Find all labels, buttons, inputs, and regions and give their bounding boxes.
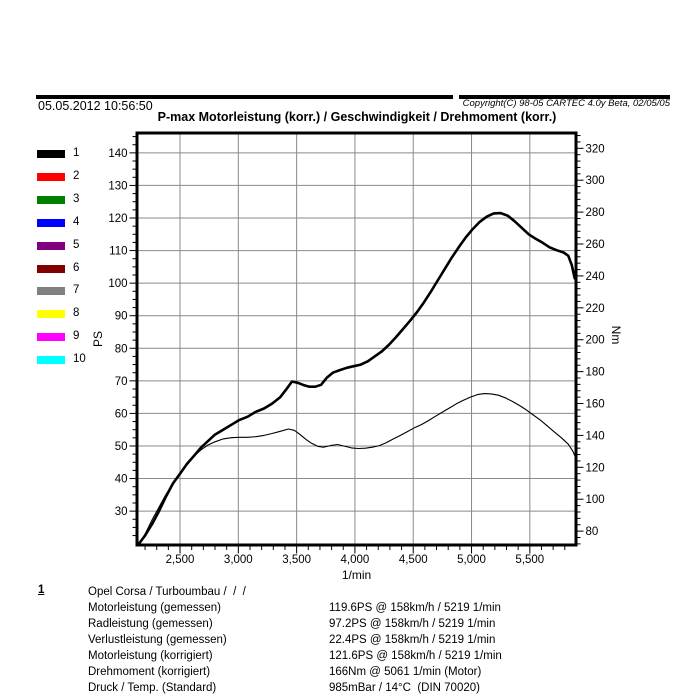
- left-tick-label: 60: [114, 408, 128, 421]
- result-label: Motorleistung (gemessen): [88, 602, 221, 614]
- result-label: Opel Corsa / Turboumbau / / /: [88, 586, 246, 598]
- chart-title: P-max Motorleistung (korr.) / Geschwindigkeit / Drehmoment (korr.): [157, 110, 557, 124]
- right-tick-label: 100: [585, 494, 605, 507]
- right-tick-label: 120: [585, 462, 605, 475]
- x-tick-label: 4,500: [398, 554, 428, 566]
- x-axis: [145, 547, 565, 567]
- left-tick-label: 110: [109, 245, 128, 258]
- left-tick-label: 140: [108, 147, 128, 160]
- left-tick-label: 130: [108, 180, 128, 193]
- right-tick-label: 220: [585, 302, 605, 315]
- left-tick-label: 90: [114, 310, 128, 323]
- torque-curve: [138, 394, 575, 546]
- right-tick-label: 180: [585, 366, 605, 379]
- copyright-text: Copyright(C) 98-05 CARTEC 4.0y Beta, 02/05/05: [462, 98, 670, 109]
- result-value: 985mBar / 14°C (DIN 70020): [329, 682, 480, 694]
- report-datetime: 05.05.2012 10:56:50: [38, 99, 153, 113]
- result-label: Radleistung (gemessen): [88, 618, 213, 630]
- x-axis-title: 1/min: [341, 568, 372, 582]
- y-right-axis-title: Nm: [609, 325, 623, 345]
- y-axis-left: [108, 137, 135, 536]
- plot-frame: [137, 133, 576, 545]
- right-tick-label: 280: [585, 207, 605, 220]
- result-label: Motorleistung (korrigiert): [88, 650, 213, 662]
- legend-run-number: 8: [73, 307, 80, 319]
- y-left-axis-title: PS: [91, 330, 105, 348]
- legend-run-number: 2: [73, 170, 80, 182]
- legend-run-number: 10: [73, 353, 86, 365]
- result-value: 97.2PS @ 158km/h / 5219 1/min: [329, 618, 496, 630]
- result-value: 166Nm @ 5061 1/min (Motor): [329, 666, 482, 678]
- legend-run-number: 7: [73, 284, 80, 296]
- result-label: Verlustleistung (gemessen): [88, 634, 227, 646]
- legend-run-number: 5: [73, 239, 80, 251]
- legend-run-number: 3: [73, 193, 80, 205]
- right-tick-label: 260: [585, 239, 605, 252]
- legend-run-number: 6: [73, 262, 80, 274]
- gridlines: [139, 135, 575, 544]
- right-tick-label: 200: [585, 334, 605, 347]
- right-tick-label: 140: [585, 430, 605, 443]
- right-tick-label: 320: [585, 143, 605, 156]
- run-number-marker: 1: [38, 584, 45, 596]
- x-tick-label: 5,000: [457, 554, 486, 566]
- result-value: 119.6PS @ 158km/h / 5219 1/min: [329, 602, 501, 614]
- result-value: 121.6PS @ 158km/h / 5219 1/min: [329, 650, 502, 662]
- x-tick-label: 3,000: [223, 554, 253, 566]
- left-tick-label: 70: [114, 375, 128, 388]
- result-label: Druck / Temp. (Standard): [88, 682, 217, 694]
- x-tick-label: 4,000: [340, 554, 370, 566]
- right-tick-label: 80: [585, 526, 599, 539]
- x-tick-label: 3,500: [282, 554, 312, 566]
- right-tick-label: 160: [585, 398, 605, 411]
- left-tick-label: 50: [114, 440, 128, 453]
- left-tick-label: 120: [108, 213, 128, 226]
- y-axis-right: [578, 136, 605, 544]
- left-tick-label: 80: [114, 343, 128, 356]
- x-tick-label: 2,500: [165, 554, 195, 566]
- left-tick-label: 40: [114, 473, 128, 486]
- right-tick-label: 300: [585, 175, 605, 188]
- result-value: 22.4PS @ 158km/h / 5219 1/min: [329, 634, 496, 646]
- x-tick-label: 5,500: [515, 554, 545, 566]
- left-tick-label: 100: [108, 278, 128, 291]
- right-tick-label: 240: [585, 270, 605, 283]
- power-curve: [138, 213, 575, 545]
- legend-run-number: 9: [73, 330, 80, 342]
- left-tick-label: 30: [114, 506, 128, 519]
- legend-run-number: 4: [73, 216, 80, 228]
- legend-run-number: 1: [73, 147, 80, 159]
- result-label: Drehmoment (korrigiert): [88, 666, 211, 678]
